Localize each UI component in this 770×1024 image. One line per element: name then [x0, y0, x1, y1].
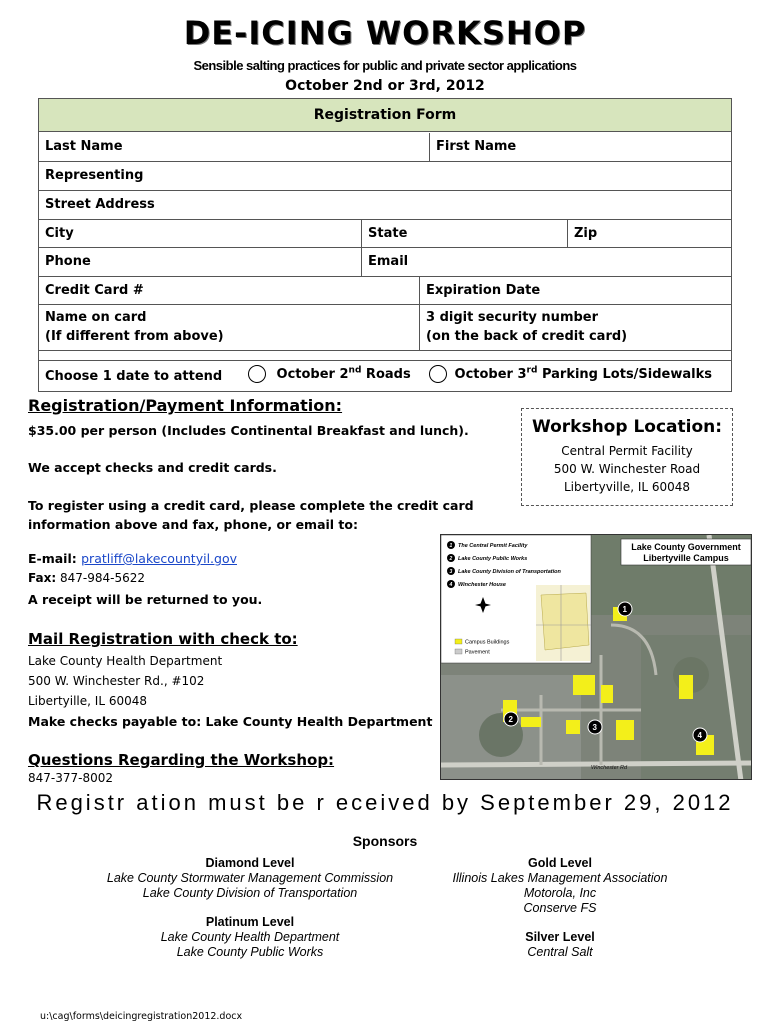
security-number-note: (on the back of credit card) [426, 329, 628, 344]
payable-text: Make checks payable to: Lake County Health Department [28, 714, 433, 729]
sponsors-right-column [420, 856, 700, 960]
legend-4: Winchester House [458, 582, 506, 588]
email-field[interactable]: Email [361, 248, 731, 276]
diamond-level-heading: Diamond Level [205, 856, 295, 870]
form-heading: Registration Form [39, 99, 731, 132]
fax-value: 847-984-5622 [59, 571, 145, 585]
expiration-date-field[interactable]: Expiration Date [419, 277, 731, 304]
gold-sponsor-3: Conserve FS [523, 901, 597, 915]
receipt-text: A receipt will be returned to you. [28, 592, 263, 607]
representing-field[interactable]: Representing [45, 168, 144, 183]
security-number-label: 3 digit security number [426, 310, 599, 325]
form-row-contact [39, 248, 731, 277]
location-line-2: 500 W. Winchester Road [553, 462, 701, 476]
gold-level-heading: Gold Level [528, 856, 592, 870]
accept-text: We accept checks and credit cards. [28, 460, 277, 475]
platinum-sponsor-1: Lake County Health Department [160, 930, 340, 944]
mail-heading: Mail Registration with check to: [28, 630, 298, 648]
email-label: E-mail: [28, 551, 77, 566]
legend-1: The Central Permit Facility [458, 543, 528, 549]
questions-phone: 847-377-8002 [28, 771, 114, 785]
name-on-card-note: (If different from above) [45, 329, 224, 344]
credit-card-field[interactable]: Credit Card # [45, 283, 144, 298]
legend-2: Lake County Public Works [458, 556, 528, 562]
svg-text:4: 4 [449, 582, 453, 588]
gold-sponsor-2: Motorola, Inc [523, 886, 597, 900]
price-text: $35.00 per person (Includes Continental Breakfast and lunch). [28, 423, 469, 438]
payment-heading: Registration/Payment Information: [28, 396, 343, 415]
form-row-card-name [39, 305, 731, 351]
map-road-label: Winchester Rd [591, 765, 628, 771]
workshop-dates: October 2nd or 3rd, 2012 [285, 78, 485, 94]
svg-text:1: 1 [449, 543, 453, 549]
form-row-card [39, 277, 731, 305]
silver-level-heading: Silver Level [525, 930, 595, 944]
svg-text:3: 3 [449, 569, 453, 575]
name-on-card-label: Name on card [45, 310, 147, 325]
deadline-text: Registr ation must be r eceived by September 29, 2012 [36, 790, 734, 815]
location-line-3: Libertyville, IL 60048 [563, 480, 691, 494]
radio-oct-2[interactable] [248, 365, 266, 383]
email-link[interactable]: pratliff@lakecountyil.gov [81, 551, 237, 566]
location-heading: Workshop Location: [531, 417, 723, 437]
choose-date-label: Choose 1 date to attend [45, 369, 223, 384]
instructions-line-2: information above and fax, phone, or email to: [28, 517, 358, 532]
campus-map-image [441, 535, 752, 780]
platinum-level-heading: Platinum Level [205, 915, 295, 929]
name-on-card-field[interactable] [39, 305, 419, 350]
key-buildings: Campus Buildings [465, 639, 510, 646]
last-name-field[interactable]: Last Name [45, 139, 123, 154]
fax-line [28, 571, 145, 585]
instructions-line-1: To register using a credit card, please complete the credit card [28, 498, 474, 513]
legend-3: Lake County Division of Transportation [458, 569, 561, 575]
mail-line-2: 500 W. Winchester Rd., #102 [28, 674, 205, 688]
option-oct-3[interactable] [423, 361, 731, 392]
zip-field[interactable]: Zip [567, 220, 731, 247]
form-row-street [39, 191, 731, 220]
form-row-name [39, 133, 731, 162]
location-line-1: Central Permit Facility [561, 444, 693, 458]
key-pavement: Pavement [465, 649, 490, 656]
sponsors-heading: Sponsors [352, 833, 418, 849]
sponsors-left-column [80, 856, 420, 960]
option-oct-2-label: October 2nd Roads [276, 365, 411, 383]
security-number-field[interactable] [419, 305, 731, 350]
platinum-sponsor-2: Lake County Public Works [176, 945, 324, 959]
fax-label: Fax: [28, 571, 57, 585]
state-field[interactable]: State [361, 220, 567, 247]
page-title: DE-ICING WORKSHOP [183, 14, 587, 52]
workshop-location-box [521, 408, 733, 506]
file-path-footer: u:\cag\forms\deicingregistration2012.docx [40, 1011, 243, 1022]
form-row-representing [39, 162, 731, 191]
city-field[interactable]: City [45, 226, 74, 241]
mail-line-3: Libertyille, IL 60048 [28, 694, 147, 708]
map-title-1: Lake County Government [631, 542, 741, 552]
form-row-spacer [39, 351, 731, 361]
map-title-2: Libertyville Campus [643, 553, 729, 563]
form-row-city [39, 220, 731, 248]
email-line [28, 551, 237, 566]
diamond-sponsor-1: Lake County Stormwater Management Commission [106, 871, 394, 885]
page-subtitle: Sensible salting practices for public and private sector applications [193, 58, 577, 73]
gold-sponsor-1: Illinois Lakes Management Association [452, 871, 668, 885]
phone-field[interactable]: Phone [45, 254, 91, 269]
street-address-field[interactable]: Street Address [45, 197, 155, 212]
registration-form [38, 98, 732, 392]
questions-heading: Questions Regarding the Workshop: [28, 751, 335, 769]
svg-text:4: 4 [697, 731, 702, 740]
first-name-field[interactable]: First Name [429, 133, 731, 161]
mail-line-1: Lake County Health Department [28, 654, 223, 668]
option-oct-3-label: October 3rd Parking Lots/Sidewalks [454, 365, 712, 383]
svg-text:2: 2 [508, 715, 513, 724]
silver-sponsor-1: Central Salt [527, 945, 593, 959]
option-oct-2[interactable] [242, 361, 427, 392]
svg-text:3: 3 [592, 723, 597, 732]
svg-text:2: 2 [449, 556, 453, 562]
radio-oct-3[interactable] [429, 365, 447, 383]
campus-map [440, 534, 752, 780]
svg-text:1: 1 [622, 605, 627, 614]
form-row-date-choice [39, 361, 731, 392]
diamond-sponsor-2: Lake County Division of Transportation [142, 886, 358, 900]
